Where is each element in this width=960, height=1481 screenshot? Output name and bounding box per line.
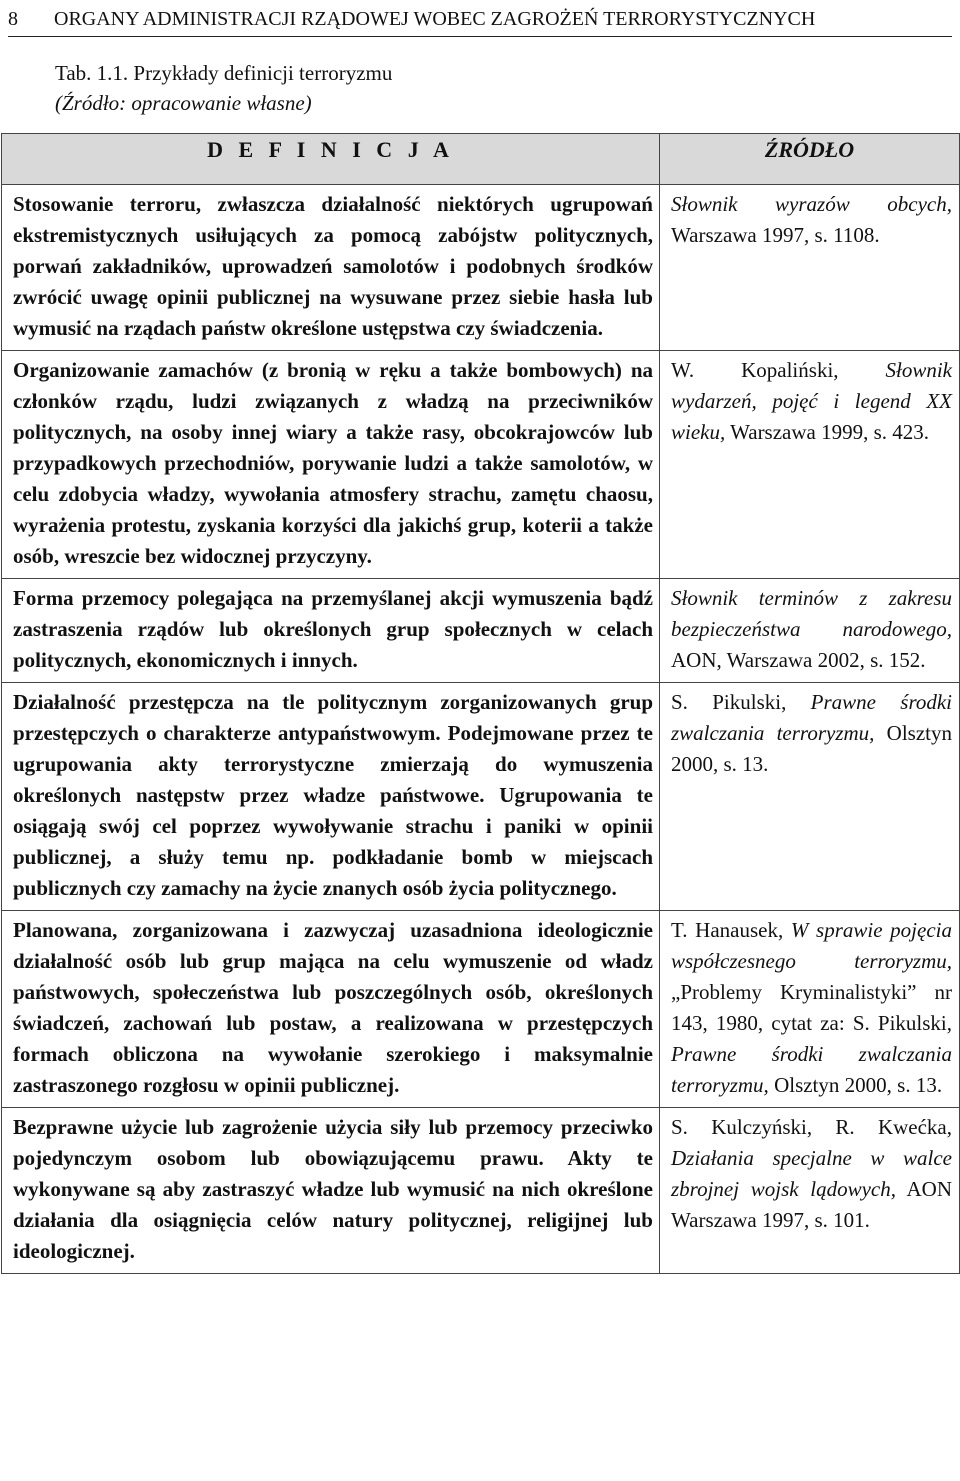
table-source-note: (Źródło: opracowanie własne) xyxy=(55,91,312,115)
source-text: T. Hanausek, xyxy=(671,918,791,942)
table-row xyxy=(2,683,960,911)
definition-cell: Organizowanie zamachów (z bronią w ręku a także bombowych) na członków rządu, ludzi związanych z władzą na przeciwników politycznych, na osoby innej wiary a także rasy, obcokrajowców lub przypadkowych przechodniów, porywanie ludzi a także samolotów, w celu zdobycia władzy, wywołania atmosfery strachu, zamętu chaosu, wyrażenia protestu, zyskania korzyści dla jakichś grup, koterii a także osób, wreszcie bez widocznej przyczyny. xyxy=(2,351,660,579)
table-row xyxy=(2,351,960,579)
table-row xyxy=(2,185,960,351)
source-title-text: Działania specjalne w walce zbrojnej wojsk lądowych, xyxy=(671,1146,952,1201)
definition-cell: Forma przemocy polegająca na przemyślanej akcji wymuszenia bądź zastraszenia rządów lub określonych grup społecznych w celach politycznych, ekonomicznych i innych. xyxy=(2,579,660,683)
source-text: Warszawa 1997, s. 1108. xyxy=(671,223,880,247)
source-text: AON Warszawa 1997, s. 101. xyxy=(671,1177,952,1232)
page-header xyxy=(8,6,952,37)
source-title-text: Słownik wydarzeń, pojęć i legend XX wieku, xyxy=(671,358,952,444)
definition-cell: Bezprawne użycie lub zagrożenie użycia siły lub przemocy przeciwko pojedynczym osobom lub obowiązującemu prawu. Akty te wykonywane są aby zastraszyć władze lub wymusić na nich określone działania dla osiągnięcia celów natury politycznej, religijnej lub ideologicznej. xyxy=(2,1108,660,1274)
definition-cell: Stosowanie terroru, zwłaszcza działalność niektórych ugrupowań ekstremistycznych usiłujących za pomocą zabójstw politycznych, porwań zakładników, uprowadzeń samolotów i podobnych środków zwrócić uwagę opinii publicznej na wysuwane przez siebie hasła lub wymusić na rządach państw określone ustępstwa czy świadczenia. xyxy=(2,185,660,351)
source-text: Warszawa 1999, s. 423. xyxy=(725,420,930,444)
source-title-text: Prawne środki zwalczania terroryzmu, xyxy=(671,690,952,745)
source-text: AON, Warszawa 2002, s. 152. xyxy=(671,648,926,672)
table-title: Tab. 1.1. Przykłady definicji terroryzmu xyxy=(55,61,393,85)
source-cell xyxy=(660,911,960,1108)
source-text: Olsztyn 2000, s. 13. xyxy=(768,1073,943,1097)
table-row xyxy=(2,579,960,683)
page-number: 8 xyxy=(8,8,18,30)
source-cell xyxy=(660,351,960,579)
source-text: W. Kopaliński, xyxy=(671,358,886,382)
source-cell xyxy=(660,579,960,683)
table-header-row xyxy=(2,134,960,185)
source-text: S. Pikulski, xyxy=(671,690,811,714)
definition-cell: Planowana, zorganizowana i zazwyczaj uzasadniona ideologicznie działalność osób lub grup mająca na celu wymuszenie od władz państwowych, społeczeństwa lub poszczególnych osób, określonych świadczeń, zachowań lub postaw, a realizowana w przestępczych formach obliczona na wywołanie szerokiego i maksymalnie zastraszonego rozgłosu w opinii publicznej. xyxy=(2,911,660,1108)
source-text: „Problemy Kryminalistyki” nr 143, 1980, cytat za: S. Pikulski, xyxy=(671,980,952,1035)
running-title: ORGANY ADMINISTRACJI RZĄDOWEJ WOBEC ZAGROŻEŃ TERRORYSTYCZNYCH xyxy=(54,8,816,30)
source-cell xyxy=(660,185,960,351)
source-cell xyxy=(660,1108,960,1274)
source-title-text: W sprawie pojęcia współczesnego terroryzmu, xyxy=(671,918,952,973)
source-title-text: Prawne środki zwalczania terroryzmu, xyxy=(671,1042,952,1097)
definitions-table-wrap xyxy=(0,133,960,1479)
table-caption xyxy=(55,58,392,118)
source-text: Olsztyn 2000, s. 13. xyxy=(671,721,952,776)
source-text: S. Kulczyński, R. Kwećka, xyxy=(671,1115,952,1139)
source-title-text: Słownik terminów z zakresu bezpieczeństwa narodowego, xyxy=(671,586,952,641)
table-body xyxy=(2,185,960,1274)
header-definition: D E F I N I C J A xyxy=(2,134,660,185)
source-cell xyxy=(660,683,960,911)
table-row xyxy=(2,1108,960,1274)
definitions-table xyxy=(1,133,960,1274)
table-row xyxy=(2,911,960,1108)
source-title-text: Słownik wyrazów obcych, xyxy=(671,192,952,216)
definition-cell: Działalność przestępcza na tle politycznym zorganizowanych grup przestępczych o charakterze antypaństwowym. Podejmowane przez te ugrupowania akty terrorystyczne zmierzają do wymuszenia określonych następstw przez władze państwowe. Ugrupowania te osiągają swój cel poprzez wywoływanie strachu i paniki w opinii publicznej, a służy temu np. podkładanie bomb w miejscach publicznych czy zamachy na życie znanych osób życia politycznego. xyxy=(2,683,660,911)
header-source: ŹRÓDŁO xyxy=(660,134,960,185)
